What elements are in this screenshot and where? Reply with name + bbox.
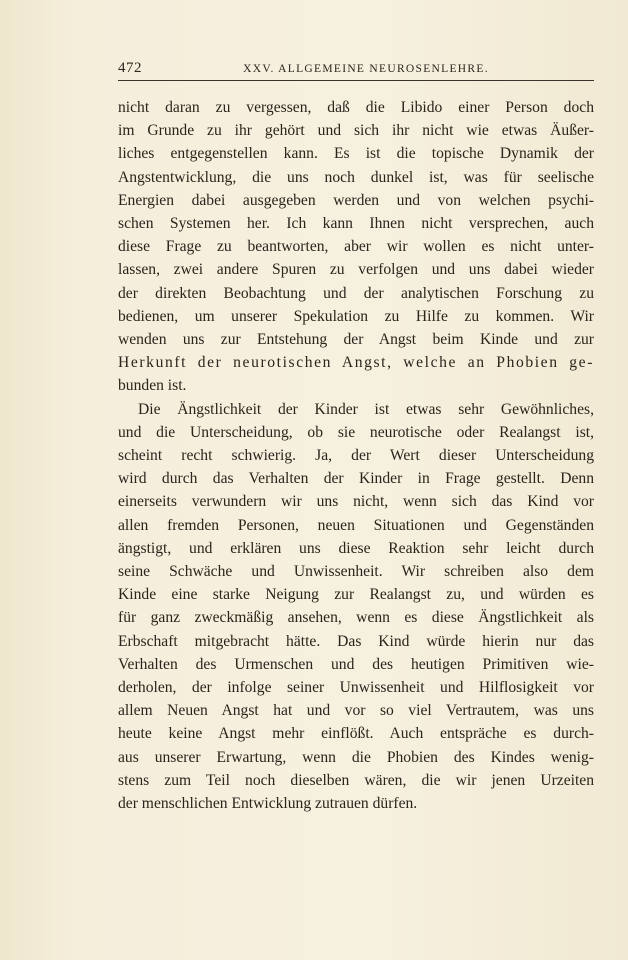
text-line: bedienen, um unserer Spekulation zu Hilfe zu kommen. Wir xyxy=(118,307,594,325)
paragraph-2 xyxy=(118,398,594,816)
text-line: wenden uns zur Entstehung der Angst beim Kinde und zur xyxy=(118,331,594,349)
text-line: liches entgegenstellen kann. Es ist die topische Dynamik der xyxy=(118,145,594,163)
page-number: 472 xyxy=(118,60,142,76)
text-line: für ganz zweckmäßig ansehen, wenn es diese Ängstlichkeit als xyxy=(118,609,594,627)
text-line: bunden ist. xyxy=(118,377,187,395)
running-head: XXV. ALLGEMEINE NEUROSENLEHRE. xyxy=(243,63,489,75)
text-line: heute keine Angst mehr einflößt. Auch entspräche es durch- xyxy=(118,725,594,743)
text-line: allem Neuen Angst hat und vor so viel Vertrautem, was uns xyxy=(118,702,594,720)
text-line: der direkten Beobachtung und der analytischen Forschung zu xyxy=(118,284,594,302)
text-line: Die Ängstlichkeit der Kinder ist etwas sehr Gewöhnliches, xyxy=(138,400,594,418)
text-line: scheint recht schwierig. Ja, der Wert dieser Unterscheidung xyxy=(118,447,594,465)
text-line: allen fremden Personen, neuen Situationen und Gegenständen xyxy=(118,516,594,534)
text-line: Erbschaft mitgebracht hätte. Das Kind würde hierin nur das xyxy=(118,632,594,650)
page-body xyxy=(118,96,594,815)
text-line: Energien dabei ausgegeben werden und von welchen psychi- xyxy=(118,191,594,209)
text-line: seine Schwäche und Unwissenheit. Wir schreiben also dem xyxy=(118,563,594,581)
page-header xyxy=(118,60,594,77)
text-line: wird durch das Verhalten der Kinder in Frage gestellt. Denn xyxy=(118,470,594,488)
text-line: derholen, der infolge seiner Unwissenheit und Hilflosigkeit vor xyxy=(118,679,594,697)
text-line: diese Frage zu beantworten, aber wir wollen es nicht unter- xyxy=(118,238,594,256)
text-line: Angstentwicklung, die uns noch dunkel ist, was für seelische xyxy=(118,168,594,186)
text-line: der menschlichen Entwicklung zutrauen dürfen. xyxy=(118,795,418,813)
text-line: stens zum Teil noch dieselben wären, die wir jenen Urzeiten xyxy=(118,771,594,789)
header-rule xyxy=(118,80,594,81)
text-line: Verhalten des Urmenschen und des heutigen Primitiven wie- xyxy=(118,655,594,673)
text-line: lassen, zwei andere Spuren zu verfolgen und uns dabei wieder xyxy=(118,261,594,279)
text-line: einerseits verwundern wir uns nicht, wenn sich das Kind vor xyxy=(118,493,594,511)
paragraph-1 xyxy=(118,96,594,398)
text-line: Kinde eine starke Neigung zur Realangst zu, und würden es xyxy=(118,586,594,604)
text-line: im Grunde zu ihr gehört und sich ihr nicht wie etwas Äußer- xyxy=(118,122,594,140)
text-line: und die Unterscheidung, ob sie neurotische oder Realangst ist, xyxy=(118,423,594,441)
text-line: ängstigt, und erklären uns diese Reaktion sehr leicht durch xyxy=(118,539,594,557)
text-line: schen Systemen her. Ich kann Ihnen nicht versprechen, auch xyxy=(118,215,594,233)
text-line: nicht daran zu vergessen, daß die Libido einer Person doch xyxy=(118,99,594,116)
text-line: aus unserer Erwartung, wenn die Phobien des Kindes wenig- xyxy=(118,748,594,766)
text-line: Herkunft der neurotischen Angst, welche an Phobien ge- xyxy=(118,354,594,372)
